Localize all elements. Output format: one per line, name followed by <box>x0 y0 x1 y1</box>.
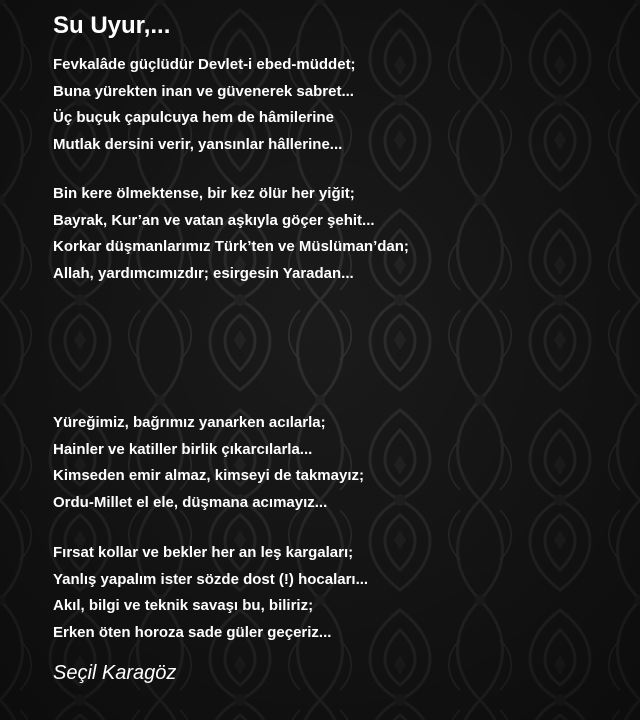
poem-line: Bin kere ölmektense, bir kez ölür her yiğit; <box>53 185 355 202</box>
stanza-2 <box>53 181 409 287</box>
stanza-3 <box>53 410 364 516</box>
poem-line: Buna yürekten inan ve güvenerek sabret... <box>53 82 354 100</box>
poem-line: Kimseden emir almaz, kimseyi de takmayız; <box>53 467 364 484</box>
poem-line: Erken öten horoza sade güler geçeriz... <box>53 623 332 641</box>
poem-line: Korkar düşmanlarımız Türk’ten ve Müslüman’dan; <box>53 238 409 255</box>
poem-line: Akıl, bilgi ve teknik savaşı bu, biliriz; <box>53 597 314 614</box>
stanza-4 <box>53 540 368 646</box>
poem-line: Ordu-Millet el ele, düşmana acımayız... <box>53 493 328 511</box>
poem-line: Fevkalâde güçlüdür Devlet-i ebed-müddet; <box>53 56 356 73</box>
poem-line: Yüreğimiz, bağrımız yanarken acılarla; <box>53 414 326 431</box>
poem-line: Hainler ve katiller birlik çıkarcılarla... <box>53 440 313 458</box>
poem-author: Seçil Karagöz <box>53 662 177 684</box>
poem-line: Yanlış yapalım ister sözde dost (!) hocaları... <box>53 570 369 588</box>
stanza-1 <box>53 52 356 158</box>
poem-title: Su Uyur,... <box>53 12 171 39</box>
poem-line: Üç buçuk çapulcuya hem de hâmilerine <box>53 109 334 126</box>
poem-line: Allah, yardımcımızdır; esirgesin Yaradan... <box>53 264 354 282</box>
poem-line: Fırsat kollar ve bekler her an leş kargaları; <box>53 544 354 561</box>
poem-line: Bayrak, Kur’an ve vatan aşkıyla göçer şehit... <box>53 211 375 229</box>
poem-line: Mutlak dersini verir, yansınlar hâllerine... <box>53 135 343 153</box>
